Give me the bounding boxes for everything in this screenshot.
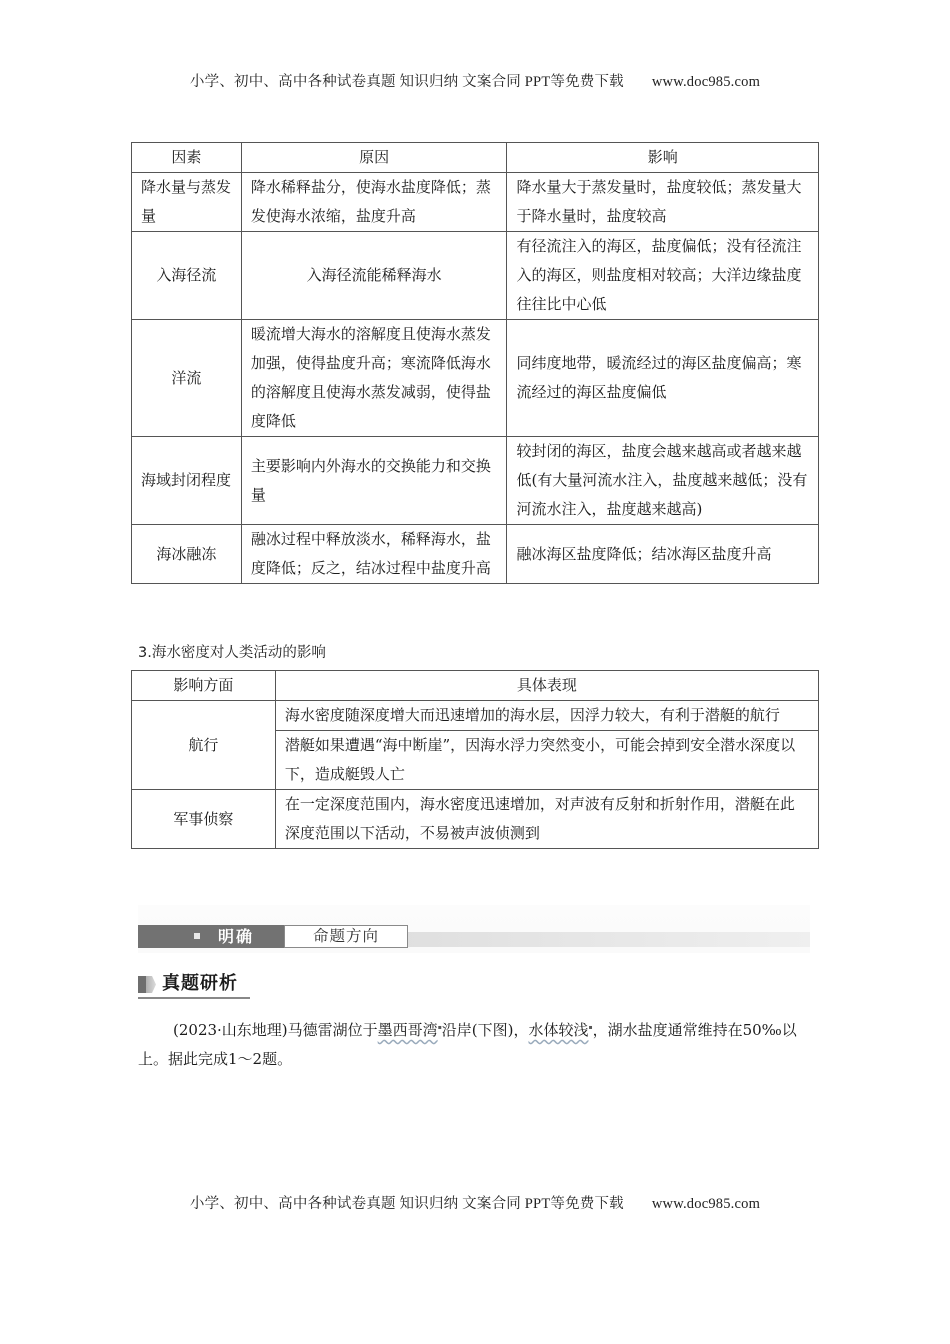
table-row [132,790,819,849]
banner-light-label: 命题方向 [284,925,408,948]
banner-dark-tab [138,925,284,948]
cause-cell: 降水稀释盐分，使海水盐度降低；蒸发使海水浓缩，盐度升高 [241,173,507,232]
factor-cell: 海域封闭程度 [132,437,242,525]
table-row [132,437,819,525]
detail-cell: 海水密度随深度增大而迅速增加的海水层，因浮力较大，有利于潜艇的航行 [275,701,818,731]
banner-dark-label: 明确 [218,927,255,946]
factor-cell: 海冰融冻 [132,525,242,584]
aspect-cell: 航行 [132,701,276,790]
detail-cell: 在一定深度范围内，海水密度迅速增加，对声波有反射和折射作用，潜艇在此深度范围以下活动，不易被声波侦测到 [275,790,818,849]
salinity-factors-table [131,142,819,584]
section-banner [138,905,810,953]
detail-cell: 潜艇如果遭遇“海中断崖”，因海水浮力突然变小，可能会掉到安全潜水深度以下，造成艇毁人亡 [275,731,818,790]
problem-source: (2023·山东地理) [173,1021,288,1039]
table-header-row [132,671,819,701]
table-row [132,320,819,437]
table-header-row [132,143,819,173]
footer-text: 小学、初中、高中各种试卷真题 知识归纳 文案合同 PPT等免费下载 [189,1196,624,1212]
column-header: 影响方面 [132,671,276,701]
effect-cell: 有径流注入的海区，盐度偏低；没有径流注入的海区，则盐度相对较高；大洋边缘盐度往往比中心低 [507,232,819,320]
annotated-term: 水体较浅 [528,1021,589,1039]
cause-cell: 暖流增大海水的溶解度且使海水蒸发加强，使得盐度升高；寒流降低海水的溶解度且使海水蒸发减弱，使得盐度降低 [241,320,507,437]
header-text: 小学、初中、高中各种试卷真题 知识归纳 文案合同 PPT等免费下载 [189,74,624,90]
column-header: 影响 [507,143,819,173]
factor-cell: 洋流 [132,320,242,437]
header-site-link[interactable]: www.doc985.com [651,74,761,90]
table-row [132,232,819,320]
effect-cell: 融冰海区盐度降低；结冰海区盐度升高 [507,525,819,584]
table-row [132,525,819,584]
table-row [132,173,819,232]
subheading-label: 真题研析 [162,973,238,994]
factor-cell: 入海径流 [132,232,242,320]
square-bullet-icon [194,933,200,939]
annotated-term: 墨西哥湾 [377,1021,438,1039]
effect-cell: 同纬度地带，暖流经过的海区盐度偏高；寒流经过的海区盐度偏低 [507,320,819,437]
heading-marker-icon [138,976,146,993]
page-footer [0,1192,950,1213]
problem-paragraph: (2023·山东地理)马德雷湖位于墨西哥湾▪沿岸(下图)，水体较浅▪，湖水盐度通常维持在50‰以上。据此完成1～2题。 [138,1021,797,1068]
table-row [132,701,819,731]
column-header: 因素 [132,143,242,173]
column-header: 具体表现 [275,671,818,701]
factor-cell: 降水量与蒸发量 [132,173,242,232]
density-impact-table [131,670,819,849]
section-title: 3.海水密度对人类活动的影响 [138,645,326,661]
heading-arrow-icon [146,976,156,993]
cause-cell: 融冰过程中释放淡水，稀释海水，盐度降低；反之，结冰过程中盐度升高 [241,525,507,584]
cause-cell: 主要影响内外海水的交换能力和交换量 [241,437,507,525]
footer-site-link[interactable]: www.doc985.com [651,1196,761,1212]
aspect-cell: 军事侦察 [132,790,276,849]
annotation-mark-icon: ▪ [588,1024,593,1031]
column-header: 原因 [241,143,507,173]
subheading [138,971,250,997]
subheading-underline [138,997,250,999]
effect-cell: 较封闭的海区，盐度会越来越高或者越来越低(有大量河流水注入，盐度越来越低；没有河流水注入，盐度越来越高) [507,437,819,525]
effect-cell: 降水量大于蒸发量时，盐度较低；蒸发量大于降水量时，盐度较高 [507,173,819,232]
page-header [0,70,950,91]
annotation-mark-icon: ▪ [437,1024,442,1031]
cause-cell: 入海径流能稀释海水 [241,232,507,320]
